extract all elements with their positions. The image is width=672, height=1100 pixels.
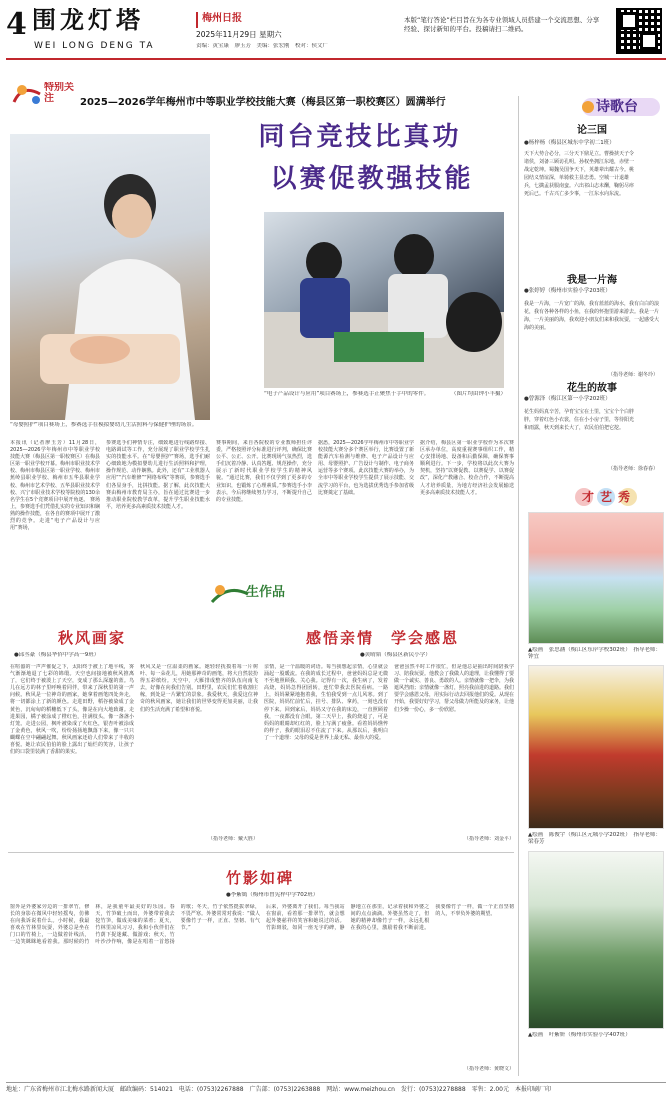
- section-divider: [8, 852, 514, 853]
- artwork-caption: ▲绘画 叶紫妍（梅州市实验小学407班）: [528, 1032, 631, 1038]
- essay-teacher: （指导老师：刘金平）: [463, 836, 514, 842]
- artwork-caption: ▲绘画 张思涵（梅江区东岸学校302班） 指导老师：钟宜: [528, 647, 661, 661]
- essay-body-cont: 爸爸虽然平时工作很忙，但是他总是抽出时间陪我学习、陪我玩耍。他教会了我做人的道理，让我懂得了要做一个诚实、善良、勇敢的人。亲情就像一把伞，为我遮风挡雨；亲情就像一盏灯，照亮我前进的道路。我们要学会感恩父母，用实际行动去回报他们的爱。从现在开始，我要好好学习，帮父母做力所能及的家务，让他们少操一份心，多一份欣慰。: [394, 664, 514, 713]
- poetry-tag-icon: [522, 96, 662, 118]
- poetry-tag: 诗歌台: [596, 99, 638, 115]
- artwork-2: [528, 665, 664, 829]
- feature-column-4: 据悉，2025—2026学年梅州市中等职业学校技能大赛分多个赛区举行，比赛设置了新能源汽车检测与维修、电子产品设计与应用、母婴照护、广告设计与制作、电子商务运营等多个赛项。此次技能大赛的举办，为全市中等职业学校学生提供了展示技能、交流学习的平台，也为选拔优秀选手参加省级比赛奠定了基础。: [318, 440, 414, 496]
- essay-title: 秋风画家: [58, 629, 127, 647]
- column-notice: 本版“笔行答论”栏目旨在为各专业领域人员搭建一个交流思想、分享经验、探讨新知的平台。投稿请扫二维码。: [404, 16, 600, 34]
- essay-teacher: （指导老师：戴大胜）: [207, 836, 258, 842]
- special-focus-tag: 特别关注: [44, 82, 74, 104]
- feature-column-2: 参赛选手们神情专注，细致地进行线路焊接、电路调试等工作，充分展现了职业学校学生扎实的技能水平。在“母婴照护”赛场，选手们耐心细致地为模拟婴幼儿进行生活照料和护理，操作规范、动作娴熟。此外，还有“工业机器人应用”“汽车维修”“网络布线”等赛项，参赛选手们各显身手，比拼技能。据了解，此次技能大赛由梅州市教育局主办，旨在通过比赛进一步推动职业院校教学改革，提升学生职业技能水平，培养更多高素质技术技能人才。: [106, 440, 210, 510]
- feature-subhead: 2025—2026学年梅州市中等职业学校技能大赛（梅县区第一职校赛区）圆满举行: [80, 97, 446, 108]
- newspaper-logo: 梅州日报: [196, 12, 268, 28]
- student-works-tag: 生作品: [246, 585, 286, 600]
- poem-title: 论三国: [577, 125, 607, 136]
- essay-body: 在喧嚣的一声声催促之下，太阳终于被上了地平线，雾气渐渐地退了七彩的锦缎。天空也间接地被秋风推离了，它们终于被泼上了天空，变成了那么深邃的蓝。鸟儿在远方的林子里呼唤着同伴，带来了深秋里的第一声问候。秋风是一位神奇的画家，她拿着画笔四处奔走，将一切都涂上了新的颜色。走进田野，稻谷被染成了金黄色，沉甸甸的稻穗低下了头，像是在向大地致谢。走进果园，橘子被涂成了橙红色，挂满枝头，像一盏盏小灯笼。走进公园，枫叶被染成了火红色，银杏叶被涂成了金黄色，秋风一吹，纷纷扬扬地飘落下来，像一只只蝴蝶在空中翩翩起舞。秋风画家还给人们带来了丰收的喜悦。她让农民伯伯的脸上露出了灿烂的笑容，让孩子们的口袋里装满了香甜的果实。: [10, 664, 134, 756]
- feature-column-3: 赛事期间，来自各院校的专业教师担任评委，严格按照评分标准进行评判，确保比赛公平、公正、公开。比赛现场气氛热烈，选手们沉着冷静、认真答题、规范操作，充分展示了新时代职业学校学生的精神风貌。“通过比赛，我们不仅学到了更多的专业知识，也锻炼了心理素质。”参赛选手小李表示，今后将继续努力学习，不断提升自己的专业技能。: [216, 440, 312, 503]
- poem-teacher: （指导老师：徐春春）: [607, 466, 658, 472]
- page-number: 4: [6, 10, 27, 40]
- banner-line-2: 以赛促教强技能: [270, 164, 474, 194]
- poem-body: 我是一片海，一片宽广的海，我有蓝蓝的海水，我有白白的浪花，我有各种各样的小鱼，在我的怀抱里游来游去。我是一片海，一片美丽的海，我欢迎小朋友们来和我玩耍，一起感受大海的美丽。: [524, 301, 660, 331]
- poem-body: 花生妈妈真辛苦，孕育宝宝在土里，宝宝个个白胖胖，穿着红色小衣裳，住在小小房子里，等待阳光和雨露，秋天到来长大了，农民伯伯把它挖。: [524, 409, 634, 431]
- poem-title: 花生的故事: [567, 383, 617, 394]
- poem-body: 天下大势合必分，三分天下鼎足立。曹操挟天子令诸侯，刘备三顾访孔明。孙权坐拥江东地，赤壁一战定乾坤。蜀魏吴国争天下，英雄辈出耀古今。桃园结义情谊深，单骑救主显忠勇。空城一计退雄兵，七擒孟获服南蛮。六出祁山志未酬，鞠躬尽瘁死后已。千古兴亡多少事，一江东水向东流。: [524, 151, 634, 197]
- feature-banner: [218, 118, 502, 204]
- banner-line-1: 同台竞技比真功: [258, 122, 462, 152]
- qr-code-icon[interactable]: [616, 8, 662, 54]
- essay-author: ●李紫嫣（梅州市曾宪梓中学702班）: [226, 892, 319, 898]
- essay-title: 竹影如碑: [226, 869, 295, 887]
- page-title-pinyin: WEI LONG DENG TA: [34, 41, 155, 51]
- essay-body: 窗外是外婆家旁边的一排翠竹，修长的身影在微风中轻轻摇曳，仿佛在向我诉说着什么。小时候，我最喜欢在竹林里玩耍，外婆总是坐在门口的竹椅上，一边做着针线活，一边笑眯眯地看着我。那时候的竹林，是我童年最美好的乐园。春天，竹笋破土而出，外婆带着我去挖竹笋，做成美味的菜肴；夏天，竹林里凉风习习，我和小伙伴们在竹荫下捉迷藏、做游戏；秋天，竹叶沙沙作响，像是在唱着一首悠扬的歌；冬天，竹子依然挺拔翠绿，不畏严寒。外婆常常对我说：“做人要像竹子一样，正直、坚韧、有气节。”: [10, 904, 260, 946]
- essay-body-cont: 秋风又是一位温柔的画家。她轻轻抚摸着每一片树叶、每一朵花儿，用她那神奇的画笔，将大自然装扮得五彩缤纷。天空中，大雁排成整齐的队伍向南飞去，好像在向我们告别。田野里，农民们忙着收割庄稼，到处是一片繁忙的景象。我爱秋天，我爱这位神奇的秋风画家，她让我们的世界变得更加美丽，让我们的生活充满了希望和喜悦。: [140, 664, 258, 713]
- artwork-1: [528, 512, 664, 644]
- photo-caption-b: “电子产品设计与应用”项目赛场上，参赛选手正聚焦于手中的零件。: [264, 391, 430, 397]
- feature-column-5: 据介绍，梅县区第一职业学校作为本次赛区承办单位，高度重视赛事组织工作，精心安排场地、设备和后勤保障，确保赛事顺利进行。下一步，学校将以此次大赛为契机，坚持“以赛促教、以赛促学、以赛促改”，深化产教融合、校企合作，不断提高人才培养质量，为地方经济社会发展输送更多高素质技术技能人才。: [420, 440, 514, 496]
- poem-teacher: （指导老师：谢冬玲）: [607, 372, 658, 378]
- page-footer: 地址：广东省梅州市江北梅水路新闻大厦 邮政编码：514021 电话：(0753)2267888 广告部：(0753)2263888 网站：www.meizhou.cn 发行：(0753)2278888 零售：2.00元 本报印刷厂印: [6, 1082, 666, 1094]
- dateline: [196, 30, 282, 40]
- essay-body-cont: 后来，外婆离开了我们。每当我站在窗前，看着那一排翠竹，就会想起外婆慈祥的笑容和她说过的话。竹影斑驳，如同一座无字的碑，静静地立在那里，记录着我和外婆之间的点点滴滴。外婆虽然走了，但她的精神却像竹子一样，永远扎根在我的心里，激励着我不断前进。我要像竹子一样，做一个正直坚韧的人，不辜负外婆的期望。: [266, 904, 514, 932]
- essay-teacher: （指导老师：黄晓文）: [463, 1066, 514, 1072]
- photo-credit: （图片均由钟小丰摄）: [450, 391, 506, 397]
- essay-body: 亲情，是一个温暖的词语。每当我想起亲情，心里就会涌起一股暖流。在我的成长过程中，爸爸妈妈总是无微不至地照顾我、关心我。记得有一次，我生病了，发着高烧，妈妈急得团团转，连忙带我去医院看病。一路上，妈妈紧紧地抱着我，生怕我受到一点儿风寒。到了医院，妈妈忙前忙后，挂号、排队、拿药，一刻也没有停下来。回到家后，妈妈又守在我的床边，一直照顾着我，一夜都没有合眼。第二天早上，我的烧退了，可是妈妈的眼睛却红红的，脸上写满了疲惫。看着妈妈憔悴的样子，我的眼泪忍不住流了下来。从那以后，我明白了一个道理：父母的爱是世界上最无私、最伟大的爱。: [264, 664, 388, 741]
- issue-date: 2025年11月29日: [196, 30, 257, 39]
- artwork-3: [528, 851, 664, 1029]
- feature-column-1: 本报讯（记者廖玉芳）11月28日，2025—2026学年梅州市中等职业学校技能大赛（梅县区第一职校赛区）在梅县区第一职业学校开幕。梅州市职业技术学校、梅州市梅县区第一职业学校、梅州市蕉岭县职业学校、梅州市五华县职业学校、梅州市艺术学校、五华县职业技术学校、兴宁市职业技术学校等院校的130余名学生在5个竞赛项目中展开角逐。 赛场上，参赛选手们凭借扎实的专业知识和娴熟的操作技能，在各自的赛项中展开了激烈的竞争。走进“电子产品设计与应用”赛场，: [10, 440, 100, 532]
- poem-author: ●曾源泽（梅江区第一小学202班）: [524, 396, 611, 402]
- page-title: 围龙灯塔: [32, 8, 144, 32]
- essay-author: ●黄晴韬（梅县区新民小学）: [360, 652, 431, 658]
- photo-electronics-contest: [264, 212, 504, 388]
- poem-author: ●张婷婷（梅州市实验小学203班）: [524, 288, 611, 294]
- poem-list: [522, 124, 662, 478]
- photo-infant-care-contest: [10, 134, 210, 420]
- editor-credits: 责编：黄宝康 廖玉芳 美编：张宏刚 校对：侯文广: [196, 43, 329, 49]
- issue-weekday: 星期六: [259, 30, 282, 39]
- essay-author: ●邱丞豪（梅县华侨中学高一9班）: [14, 652, 100, 658]
- photo-caption-a: “母婴照护”项目赛场上，参赛选手在模拟婴幼儿生活照料与保健护理的场景。: [10, 422, 198, 428]
- talent-show-tag: 才艺秀: [582, 490, 637, 504]
- poem-author: ●杨梓杨（梅县区城东中学初二1班）: [524, 140, 615, 146]
- header-rule: [6, 58, 666, 60]
- artwork-caption: ▲绘画 陈俊宇（梅江区元城小学202班） 指导老师：梁春芳: [528, 832, 661, 846]
- sidebar-divider: [518, 96, 519, 1076]
- essay-title: 感悟亲情 学会感恩: [306, 629, 460, 647]
- poem-title: 我是一片海: [567, 275, 617, 286]
